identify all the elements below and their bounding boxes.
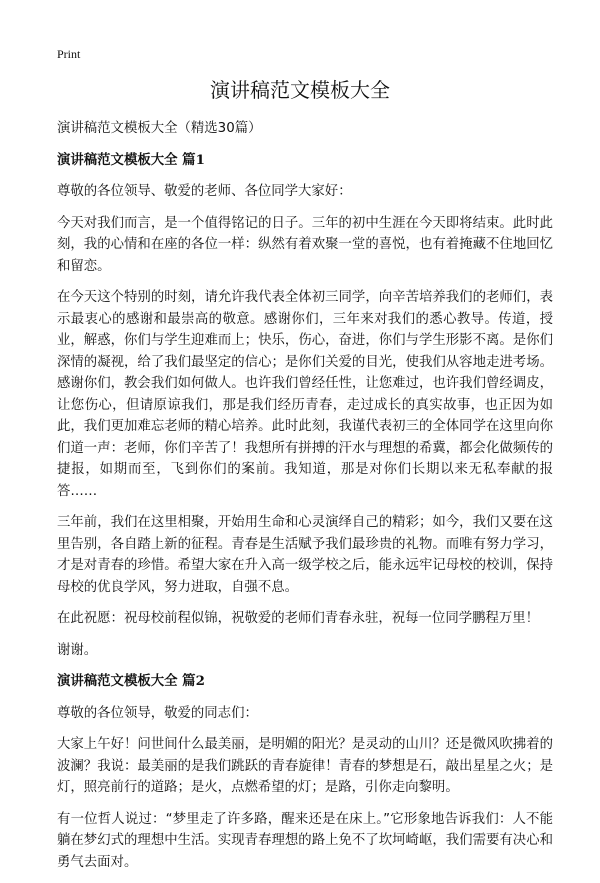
- section-1-paragraph: 今天对我们而言，是一个值得铭记的日子。三年的初中生涯在今天即将结束。此时此刻，我的心情和在座的各位一样：纵然有着欢聚一堂的喜悦，也有着掩藏不住地回忆和留恋。: [57, 215, 553, 274]
- section-1-paragraph: 尊敬的各位领导、敬爱的老师、各位同学大家好：: [57, 184, 352, 199]
- section-2-paragraph: 有一位哲人说过：“梦里走了许多路，醒来还是在床上。”它形象地告诉我们：人不能躺在梦幻式的理想中生活。实现青春理想的路上免不了坎坷崎岖，我们需要有决心和勇气去面对。: [57, 811, 553, 870]
- section-1-paragraph: 三年前，我们在这里相聚，开始用生命和心灵演绎自己的精彩；如今，我们又要在这里告别，各自踏上新的征程。青春是生活赋予我们最珍贵的礼物。而唯有努力学习，才是对青春的珍惜。希望大家在升入高一级学校之后，能永远牢记母校的校训，保持母校的优良学风，努力进取，自强不息。: [57, 515, 553, 595]
- section-1-paragraph: 谢谢。: [57, 642, 98, 658]
- section-2-paragraph: 尊敬的各位领导，敬爱的同志们：: [57, 705, 258, 721]
- section-2-paragraph: 大家上午好！问世间什么最美丽，是明媚的阳光？是灵动的山川？还是微风吹拂着的波澜？我说：最美丽的是我们跳跃的青春旋律！青春的梦想是石，敲出星星之火；是灯，照亮前行的道路；是火，点燃希望的灯；是路，引你走向黎明。: [57, 737, 553, 795]
- section-1-paragraph: 在此祝愿：祝母校前程似锦，祝敬爱的老师们青春永驻，祝每一位同学鹏程万里！: [57, 611, 540, 626]
- print-link[interactable]: Print: [57, 47, 81, 61]
- document-body: [57, 118, 553, 883]
- page-title: 演讲稿范文模板大全: [210, 78, 390, 102]
- document-subtitle: 演讲稿范文模板大全（精选30篇）: [57, 121, 262, 136]
- section-1-paragraph: 在今天这个特别的时刻，请允许我代表全体初三同学，向辛苦培养我们的老师们，表示最衷心的感谢和最崇高的敬意。感谢你们，三年来对我们的悉心教导。传道，授业，解惑，你们与学生迎难而上；快乐，伤心，奋进，你们与学生形影不离。是你们深情的凝视，给了我们最坚定的信心；是你们关爱的目光，使我们从容地走进考场。感谢你们，教会我们如何做人。也许我们曾经任性，让您难过，也许我们曾经调皮，让您伤心，但请原谅我们，那是我们经历青春，走过成长的真实故事，也正因为如此，我们更加难忘老师的精心培养。此时此刻，我谨代表初三的全体同学在这里向你们道一声：老师，你们辛苦了！我想所有拼搏的汗水与理想的希冀，都会化做频传的捷报，如期而至，飞到你们的案前。我知道，那是对你们长期以来无私奉献的报答……: [57, 290, 553, 499]
- section-2-heading: 演讲稿范文模板大全 篇2: [57, 673, 205, 689]
- section-1-heading: 演讲稿范文模板大全 篇1: [57, 151, 205, 168]
